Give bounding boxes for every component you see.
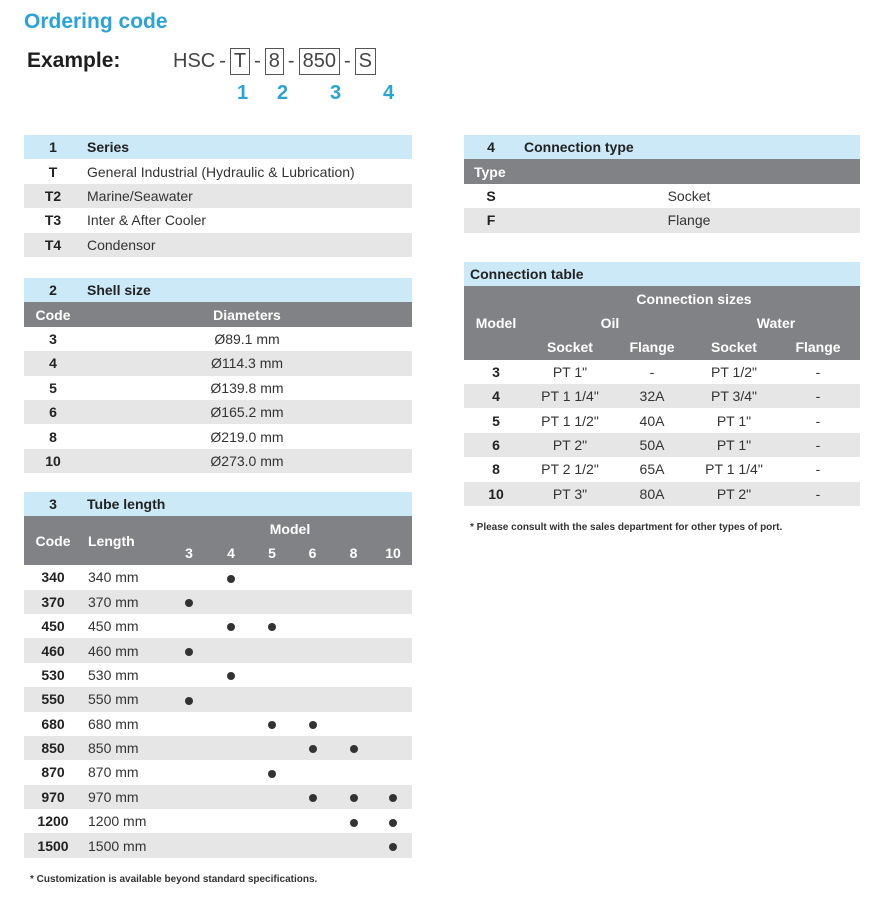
shell-diameter: Ø273.0 mm (82, 449, 412, 473)
conn-type-code: S (486, 187, 496, 204)
tube-length-table (24, 492, 412, 858)
conn-model: 4 (464, 384, 528, 408)
conn-model: 10 (464, 482, 528, 506)
table-row (24, 638, 412, 662)
availability-dot-icon (185, 648, 193, 656)
model-availability-cell (333, 736, 374, 760)
tube-columns: Code Length Model (24, 516, 412, 540)
model-availability-cell (168, 687, 210, 711)
table-row (464, 208, 860, 232)
model-availability-cell (210, 663, 252, 687)
water-socket: PT 1" (692, 433, 776, 457)
model-availability-cell (210, 809, 252, 833)
conn-table-header: Connection table (464, 262, 860, 286)
tube-length: 550 mm (82, 687, 168, 711)
model-availability-cell (333, 785, 374, 809)
model-availability-cell (333, 614, 374, 638)
model-availability-cell (374, 736, 412, 760)
port-note: * Please consult with the sales department for other types of port. (470, 522, 783, 533)
tube-length: 970 mm (82, 785, 168, 809)
table-row (24, 663, 412, 687)
oil-flange: 80A (612, 482, 692, 506)
model-availability-cell (252, 736, 292, 760)
code-prefix: HSC (173, 49, 216, 72)
model-availability-cell (252, 833, 292, 857)
code-part-shell: 8 (265, 48, 284, 75)
table-row (24, 614, 412, 638)
model-availability-cell (210, 638, 252, 662)
model-availability-cell (333, 833, 374, 857)
model-availability-cell (333, 565, 374, 589)
model-availability-cell (168, 809, 210, 833)
code-part-series: T (230, 48, 250, 75)
tube-length: 460 mm (82, 638, 168, 662)
model-availability-cell (292, 638, 333, 662)
conn-type-columns: Type (464, 159, 860, 183)
water-flange: - (776, 384, 860, 408)
tube-code: 970 (24, 785, 82, 809)
availability-dot-icon (185, 697, 193, 705)
model-availability-cell (333, 809, 374, 833)
model-availability-cell (333, 590, 374, 614)
series-code: T3 (44, 212, 62, 229)
model-availability-cell (374, 638, 412, 662)
oil-flange: 40A (639, 412, 665, 429)
table-row (24, 809, 412, 833)
conn-model: 8 (492, 461, 500, 478)
code-part-tube: 850 (299, 48, 340, 75)
series-code: T (48, 163, 58, 180)
shell-code: 10 (24, 449, 82, 473)
table-row (24, 351, 412, 375)
shell-diameter: Ø89.1 mm (214, 330, 280, 347)
model-availability-cell (168, 565, 210, 589)
model-availability-cell (210, 833, 252, 857)
water-socket: PT 3/4" (692, 384, 776, 408)
water-flange: - (815, 461, 821, 478)
tube-length: 870 mm (88, 764, 139, 781)
shell-diameter: Ø219.0 mm (210, 428, 284, 445)
model-availability-cell (374, 809, 412, 833)
tube-code: 450 (41, 618, 65, 635)
model-availability-cell (252, 712, 292, 736)
model-availability-cell (210, 614, 252, 638)
model-availability-cell (374, 663, 412, 687)
model-availability-cell (252, 565, 292, 589)
model-availability-cell (333, 760, 374, 784)
model-availability-cell (292, 614, 333, 638)
model-availability-cell (292, 565, 333, 589)
table-row (464, 408, 860, 432)
availability-dot-icon (389, 819, 397, 827)
table-row (24, 687, 412, 711)
customization-note: * Customization is available beyond standard specifications. (30, 874, 318, 885)
model-availability-cell (252, 638, 292, 662)
table-row (24, 327, 412, 351)
table-row (464, 482, 860, 506)
oil-flange: - (649, 363, 655, 380)
model-availability-cell (168, 614, 210, 638)
tube-model-header: 10 (374, 541, 412, 565)
table-row (24, 760, 412, 784)
code-part-connection: S (355, 48, 376, 75)
code-number-4: 4 (383, 82, 395, 104)
tube-length: 1500 mm (82, 833, 168, 857)
model-availability-cell (168, 638, 210, 662)
table-row (464, 360, 860, 384)
model-availability-cell (292, 736, 333, 760)
water-socket: PT 1" (716, 412, 752, 429)
model-availability-cell (292, 712, 333, 736)
model-availability-cell (292, 809, 333, 833)
availability-dot-icon (350, 745, 358, 753)
oil-socket: PT 3" (528, 482, 612, 506)
table-row (464, 433, 860, 457)
water-flange: - (776, 482, 860, 506)
model-availability-cell (292, 833, 333, 857)
availability-dot-icon (309, 721, 317, 729)
availability-dot-icon (268, 623, 276, 631)
model-availability-cell (210, 760, 252, 784)
conn-type-code: F (464, 208, 518, 232)
model-availability-cell (292, 663, 333, 687)
example-label: Example: (27, 49, 121, 72)
model-availability-cell (252, 687, 292, 711)
model-availability-cell (168, 736, 210, 760)
conn-fluid-header: Oil Water (464, 311, 860, 335)
conn-type-header: 4 Connection type (464, 135, 860, 159)
tube-length: 450 mm (88, 618, 139, 635)
conn-type-description: Socket (667, 187, 711, 204)
tube-code: 850 (24, 736, 82, 760)
table-row (464, 457, 860, 481)
connection-table (464, 262, 860, 506)
shell-code: 3 (49, 330, 57, 347)
table-row (24, 184, 412, 208)
series-description: Condensor (82, 233, 412, 257)
table-row (24, 449, 412, 473)
table-row (24, 712, 412, 736)
model-availability-cell (252, 809, 292, 833)
tube-length: 340 mm (88, 569, 139, 586)
model-availability-cell (333, 638, 374, 662)
shell-code: 5 (49, 379, 57, 396)
model-availability-cell (333, 687, 374, 711)
model-availability-cell (374, 760, 412, 784)
table-row (24, 833, 412, 857)
example-code: HSC - T - 8 - 850 - S (173, 47, 376, 75)
table-row (24, 376, 412, 400)
model-availability-cell (374, 712, 412, 736)
model-availability-cell (210, 736, 252, 760)
shell-code: 4 (24, 351, 82, 375)
oil-socket: PT 1" (552, 363, 588, 380)
availability-dot-icon (309, 794, 317, 802)
water-socket: PT 2" (692, 482, 776, 506)
code-number-2: 2 (277, 82, 289, 104)
model-availability-cell (374, 565, 412, 589)
oil-socket: PT 2 1/2" (541, 461, 599, 478)
oil-socket: PT 1 1/2" (541, 412, 599, 429)
table-row (24, 785, 412, 809)
tube-model-header: 5 (252, 541, 292, 565)
series-table (24, 135, 412, 257)
availability-dot-icon (268, 770, 276, 778)
series-code: T4 (24, 233, 82, 257)
tube-code: 870 (41, 764, 65, 781)
table-row (464, 384, 860, 408)
shell-diameter: Ø165.2 mm (82, 400, 412, 424)
oil-socket: PT 2" (528, 433, 612, 457)
table-row (24, 159, 412, 183)
tube-length: 850 mm (82, 736, 168, 760)
series-description: General Industrial (Hydraulic & Lubrication) (87, 163, 355, 180)
tube-code: 460 (24, 638, 82, 662)
availability-dot-icon (350, 819, 358, 827)
shell-columns: Code Diameters (24, 302, 412, 326)
table-row (24, 590, 412, 614)
model-availability-cell (210, 565, 252, 589)
connection-type-table (464, 135, 860, 233)
model-availability-cell (252, 785, 292, 809)
model-availability-cell (168, 833, 210, 857)
series-code: T2 (24, 184, 82, 208)
water-socket: PT 1 1/4" (705, 461, 763, 478)
tube-model-header: 8 (333, 541, 374, 565)
availability-dot-icon (309, 745, 317, 753)
model-availability-cell (168, 663, 210, 687)
table-row (24, 400, 412, 424)
model-availability-cell (292, 760, 333, 784)
table-row (24, 233, 412, 257)
code-number-1: 1 (237, 82, 249, 104)
tube-model-header: 6 (292, 541, 333, 565)
tube-length: 370 mm (82, 590, 168, 614)
table-row (24, 565, 412, 589)
tube-code: 530 (41, 666, 65, 683)
model-availability-cell (292, 785, 333, 809)
availability-dot-icon (227, 672, 235, 680)
tube-code: 370 (24, 590, 82, 614)
availability-dot-icon (268, 721, 276, 729)
oil-flange: 65A (639, 461, 665, 478)
table-row (24, 736, 412, 760)
model-availability-cell (374, 590, 412, 614)
model-availability-cell (374, 785, 412, 809)
tube-length: 530 mm (88, 666, 139, 683)
water-flange: - (815, 363, 821, 380)
tube-length: 1200 mm (88, 813, 147, 830)
model-availability-cell (333, 663, 374, 687)
model-availability-cell (168, 712, 210, 736)
model-availability-cell (210, 785, 252, 809)
conn-model: 5 (492, 412, 500, 429)
table-row (24, 208, 412, 232)
shell-header: 2 Shell size (24, 278, 412, 302)
tube-code: 1500 (24, 833, 82, 857)
oil-socket: PT 1 1/4" (528, 384, 612, 408)
water-socket: PT 1/2" (711, 363, 757, 380)
model-availability-cell (292, 687, 333, 711)
page-title: Ordering code (24, 10, 168, 33)
tube-model-header: 4 (210, 541, 252, 565)
conn-type-subheader: Socket Flange Socket Flange (464, 335, 860, 359)
model-availability-cell (210, 687, 252, 711)
availability-dot-icon (389, 843, 397, 851)
conn-model: 6 (464, 433, 528, 457)
water-flange: - (776, 433, 860, 457)
shell-code: 6 (24, 400, 82, 424)
model-availability-cell (168, 760, 210, 784)
shell-code: 8 (49, 428, 57, 445)
code-number-3: 3 (330, 82, 342, 104)
series-description: Marine/Seawater (82, 184, 412, 208)
tube-header: 3 Tube length (24, 492, 412, 516)
model-availability-cell (374, 833, 412, 857)
shell-diameter: Ø139.8 mm (210, 379, 284, 396)
model-availability-cell (252, 663, 292, 687)
water-flange: - (815, 412, 821, 429)
table-row (464, 184, 860, 208)
oil-flange: 50A (612, 433, 692, 457)
availability-dot-icon (389, 794, 397, 802)
model-availability-cell (292, 590, 333, 614)
availability-dot-icon (227, 623, 235, 631)
series-header: 1 Series (24, 135, 412, 159)
availability-dot-icon (350, 794, 358, 802)
model-availability-cell (252, 760, 292, 784)
tube-code: 1200 (37, 813, 69, 830)
availability-dot-icon (227, 575, 235, 583)
shell-size-table (24, 278, 412, 473)
tube-code: 550 (24, 687, 82, 711)
oil-flange: 32A (612, 384, 692, 408)
series-description: Inter & After Cooler (87, 212, 207, 229)
model-availability-cell (252, 590, 292, 614)
model-availability-cell (168, 785, 210, 809)
model-availability-cell (252, 614, 292, 638)
conn-model: 3 (492, 363, 500, 380)
tube-model-header: 3 (168, 541, 210, 565)
model-availability-cell (333, 712, 374, 736)
conn-type-description: Flange (518, 208, 860, 232)
tube-code: 680 (41, 715, 65, 732)
model-availability-cell (374, 614, 412, 638)
model-availability-cell (374, 687, 412, 711)
shell-diameter: Ø114.3 mm (82, 351, 412, 375)
tube-code: 340 (41, 569, 65, 586)
tube-length: 680 mm (88, 715, 139, 732)
conn-sizes-header: Model Connection sizes (464, 286, 860, 310)
availability-dot-icon (185, 599, 193, 607)
model-availability-cell (210, 590, 252, 614)
model-availability-cell (168, 590, 210, 614)
table-row (24, 424, 412, 448)
model-availability-cell (210, 712, 252, 736)
